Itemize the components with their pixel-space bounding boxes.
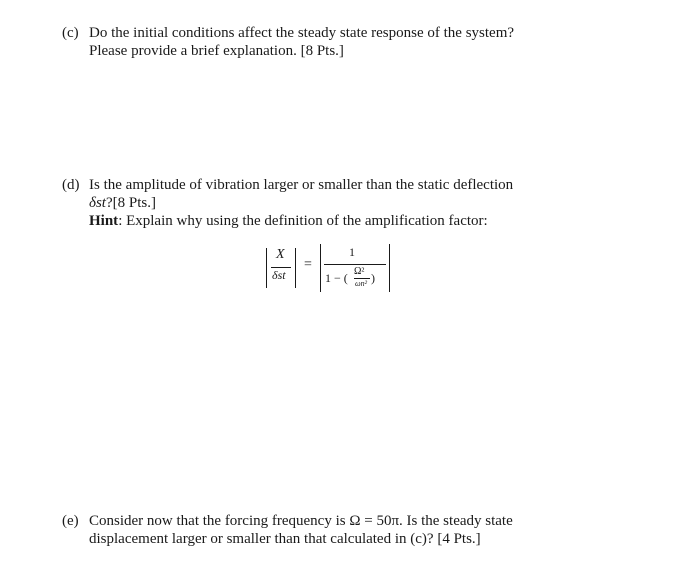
hint-text: : Explain why using the definition of the amplification factor: xyxy=(118,213,488,229)
rhs-numerator: 1 xyxy=(349,245,355,259)
lhs-abs-left xyxy=(266,248,267,288)
question-e-line-1 xyxy=(62,512,622,530)
question-d-points: ?[8 Pts.] xyxy=(105,195,156,211)
question-c xyxy=(62,24,622,60)
question-d-line-2 xyxy=(62,194,622,212)
question-d-label: (d) xyxy=(62,177,80,193)
question-c-line-2: Please provide a brief explanation. [8 Pts.] xyxy=(89,43,344,59)
hint-label: Hint xyxy=(89,213,119,229)
lhs-numerator: X xyxy=(276,247,285,262)
rhs-denominator-suffix: ) xyxy=(371,271,375,285)
rhs-inner-numerator: Ω² xyxy=(354,266,365,277)
static-deflection-symbol: δst xyxy=(89,195,106,211)
question-e-line-2: displacement larger or smaller than that calculated in (c)? [4 Pts.] xyxy=(89,531,481,547)
rhs-inner-denominator: ωn² xyxy=(355,279,368,288)
question-c-label: (c) xyxy=(62,25,79,41)
rhs-abs-left xyxy=(320,244,321,292)
rhs-abs-right xyxy=(389,244,390,292)
lhs-abs-right xyxy=(295,248,296,288)
lhs-denominator: δst xyxy=(272,268,286,282)
equals-sign: = xyxy=(304,257,312,272)
question-e-label: (e) xyxy=(62,513,79,529)
question-e xyxy=(62,512,622,548)
amplification-factor-formula xyxy=(262,240,392,292)
question-d-line-1 xyxy=(62,176,622,194)
question-d-hint xyxy=(62,212,622,230)
question-c-line-1 xyxy=(62,24,622,42)
rhs-fraction-line xyxy=(324,264,386,265)
question-e-text: Consider now that the forcing frequency is Ω = 50π. Is the steady state xyxy=(89,513,513,529)
question-c-text: Do the initial conditions affect the steady state response of the system? xyxy=(89,25,515,41)
rhs-denominator-prefix: 1 − ( xyxy=(325,271,348,285)
question-d-text: Is the amplitude of vibration larger or smaller than the static deflection xyxy=(89,177,514,193)
question-d xyxy=(62,176,622,230)
